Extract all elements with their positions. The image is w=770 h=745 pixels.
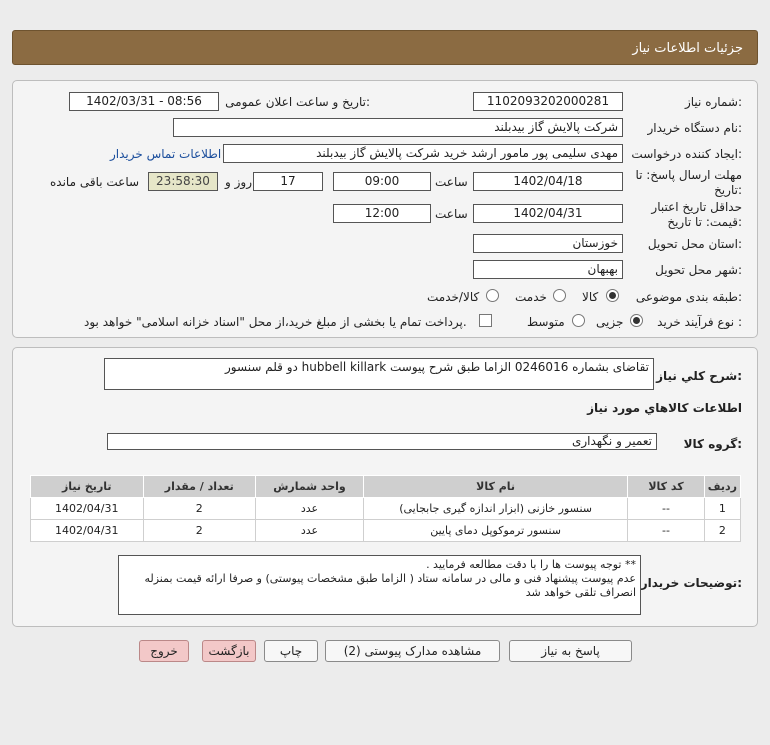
col-item-name: نام کالا bbox=[363, 476, 627, 498]
requester-field: مهدی سلیمی پور مامور ارشد خرید شرکت پالایش گاز بیدبلند bbox=[223, 144, 623, 163]
need-number-label: شماره نیاز: bbox=[684, 95, 742, 109]
deadline-date-field: 1402/04/18 bbox=[473, 172, 623, 191]
validity-date-field: 1402/04/31 bbox=[473, 204, 623, 223]
buyer-notes-field bbox=[118, 555, 641, 615]
table-row bbox=[31, 498, 741, 520]
buyer-notes-label: توضیحات خریدار: bbox=[640, 576, 742, 590]
summary-label: شرح کلي نياز: bbox=[656, 369, 742, 383]
deadline-time-label: ساعت bbox=[435, 175, 468, 189]
goods-group-field: تعمیر و نگهداری bbox=[107, 433, 657, 450]
cell-unit: عدد bbox=[255, 520, 363, 542]
contact-buyer-link[interactable]: اطلاعات تماس خریدار bbox=[110, 147, 222, 161]
print-button[interactable]: چاپ bbox=[264, 640, 318, 662]
back-button[interactable]: بازگشت bbox=[202, 640, 256, 662]
validity-label: حداقل تاریخ اعتبار bbox=[651, 200, 742, 214]
process-radio-minor[interactable] bbox=[630, 314, 643, 327]
category-option-goods: کالا bbox=[582, 290, 599, 304]
need-number-field: 1102093202000281 bbox=[473, 92, 623, 111]
buyer-org-field: شرکت پالایش گاز بیدبلند bbox=[173, 118, 623, 137]
buyer-notes-line-2: عدم پیوست پیشنهاد فنی و مالی در سامانه ستاد ( الزاما طبق مشخصات پیوستی) و صرفا ارائه قیمت بمنزله انصراف تلقی خواهد شد bbox=[144, 572, 636, 599]
exit-button[interactable]: خروج bbox=[139, 640, 189, 662]
process-label: نوع فرآیند خرید : bbox=[657, 315, 742, 329]
category-option-goods-service: کالا/خدمت bbox=[427, 290, 480, 304]
validity-time-field: 12:00 bbox=[333, 204, 431, 223]
col-item-code: کد کالا bbox=[628, 476, 704, 498]
category-radio-service[interactable] bbox=[553, 289, 566, 302]
view-attachments-button[interactable]: مشاهده مدارک پیوستی (2) bbox=[325, 640, 500, 662]
treasury-payment-checkbox[interactable] bbox=[479, 314, 492, 327]
process-option-medium: متوسط bbox=[527, 315, 565, 329]
col-unit: واحد شمارش bbox=[255, 476, 363, 498]
city-label: شهر محل تحویل: bbox=[655, 263, 742, 277]
category-radio-goods[interactable] bbox=[606, 289, 619, 302]
deadline-label: مهلت ارسال پاسخ: تا bbox=[635, 168, 742, 182]
cell-quantity: 2 bbox=[143, 520, 255, 542]
announce-field: 1402/03/31 - 08:56 bbox=[69, 92, 219, 111]
table-row bbox=[31, 520, 741, 542]
cell-item-code: -- bbox=[628, 498, 704, 520]
page-title: جزئیات اطلاعات نیاز bbox=[12, 30, 758, 65]
cell-quantity: 2 bbox=[143, 498, 255, 520]
goods-group-label: گروه کالا: bbox=[683, 437, 742, 451]
deadline-time-field: 09:00 bbox=[333, 172, 431, 191]
remaining-time-field: 23:58:30 bbox=[148, 172, 218, 191]
category-label: طبقه بندی موضوعی: bbox=[635, 290, 742, 304]
deadline-label-date: تاریخ: bbox=[714, 183, 742, 197]
cell-item-name: سنسور خازنی (ابزار اندازه گیری جابجایی) bbox=[363, 498, 627, 520]
col-need-date: تاریخ نیاز bbox=[31, 476, 144, 498]
requester-label: ایجاد کننده درخواست: bbox=[631, 147, 742, 161]
category-option-service: خدمت bbox=[515, 290, 547, 304]
validity-label-date: قیمت: تا تاریخ: bbox=[667, 215, 742, 229]
announce-label: تاریخ و ساعت اعلان عمومی: bbox=[225, 95, 370, 109]
remaining-time-label: ساعت باقی مانده bbox=[50, 175, 140, 189]
col-row-number: ردیف bbox=[704, 476, 740, 498]
summary-field: دو قلم سنسور hubbell killark تقاضای بشماره 0246016 الزاما طبق شرح پیوست bbox=[104, 358, 654, 390]
city-field: بهبهان bbox=[473, 260, 623, 279]
process-radio-medium[interactable] bbox=[572, 314, 585, 327]
cell-row-number: 2 bbox=[704, 520, 740, 542]
col-quantity: تعداد / مقدار bbox=[143, 476, 255, 498]
process-option-minor: جزیی bbox=[596, 315, 624, 329]
cell-row-number: 1 bbox=[704, 498, 740, 520]
province-label: استان محل تحویل: bbox=[647, 237, 742, 251]
items-table bbox=[30, 475, 741, 542]
cell-item-name: سنسور ترموکوپل دمای پایین bbox=[363, 520, 627, 542]
cell-unit: عدد bbox=[255, 498, 363, 520]
days-remaining-field: 17 bbox=[253, 172, 323, 191]
table-header-row bbox=[31, 476, 741, 498]
goods-info-title: اطلاعات کالاهاي مورد نياز bbox=[587, 401, 742, 415]
cell-item-code: -- bbox=[628, 520, 704, 542]
cell-need-date: 1402/04/31 bbox=[31, 520, 144, 542]
days-label: روز و bbox=[225, 175, 252, 189]
validity-time-label: ساعت bbox=[435, 207, 468, 221]
reply-button[interactable]: پاسخ به نیاز bbox=[509, 640, 632, 662]
buyer-org-label: نام دستگاه خریدار: bbox=[647, 121, 742, 135]
buyer-notes-line-1: ** توجه پیوست ها را با دقت مطالعه فرمایید . bbox=[426, 558, 636, 571]
province-field: خوزستان bbox=[473, 234, 623, 253]
treasury-payment-note: پرداخت تمام یا بخشی از مبلغ خرید،از محل "اسناد خزانه اسلامی" خواهد بود. bbox=[84, 315, 467, 329]
cell-need-date: 1402/04/31 bbox=[31, 498, 144, 520]
category-radio-goods-service[interactable] bbox=[486, 289, 499, 302]
